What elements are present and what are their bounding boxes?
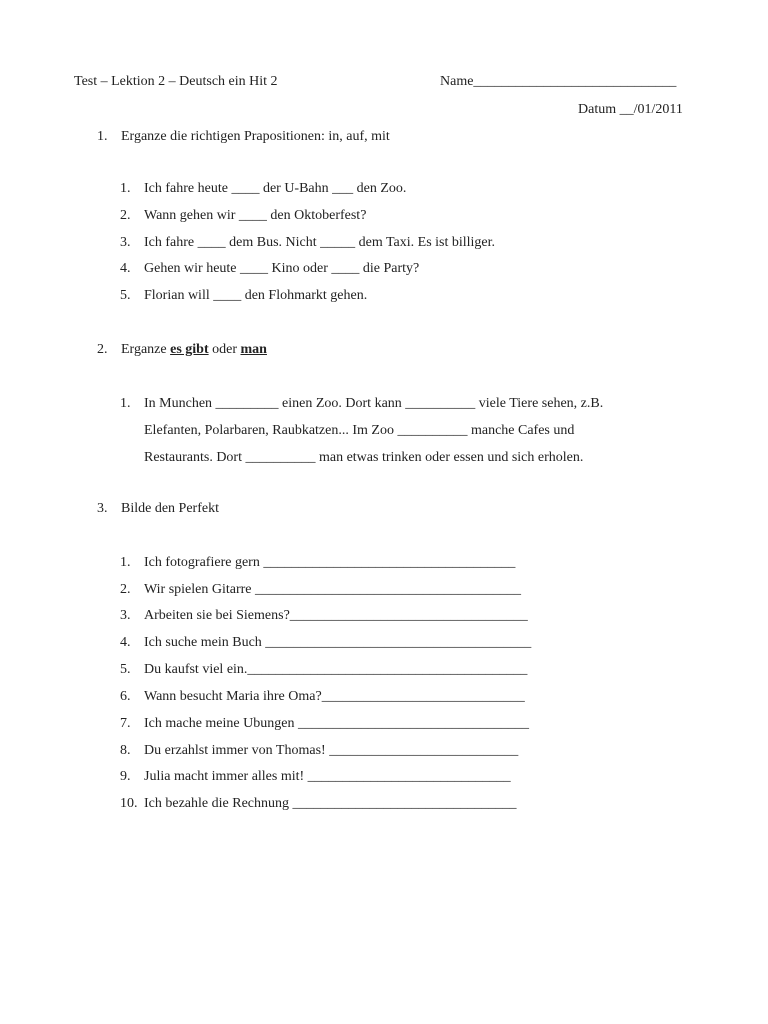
item-number: 4. xyxy=(120,635,131,650)
list-item xyxy=(120,181,406,197)
section-heading-text: Bilde den Perfekt xyxy=(121,501,219,516)
item-text: Wann besucht Maria ihre Oma?_____________________________ xyxy=(144,689,525,704)
paragraph-line: Restaurants. Dort __________ man etwas trinken oder essen und sich erholen. xyxy=(144,450,584,465)
section-2-heading xyxy=(97,342,267,358)
list-item xyxy=(120,261,419,277)
item-number: 6. xyxy=(120,689,131,704)
item-text: Julia macht immer alles mit! _____________________________ xyxy=(144,769,511,784)
paragraph-line: Elefanten, Polarbaren, Raubkatzen... Im Zoo __________ manche Cafes und xyxy=(144,423,575,438)
item-number: 2. xyxy=(120,582,131,597)
item-number: 7. xyxy=(120,716,131,731)
item-text: Florian will ____ den Flohmarkt gehen. xyxy=(144,288,368,303)
list-item xyxy=(120,208,366,224)
list-item xyxy=(120,743,518,759)
item-number: 4. xyxy=(120,261,131,276)
list-item xyxy=(120,662,527,678)
date-field-label: Datum __/01/2011 xyxy=(578,102,683,117)
list-item xyxy=(120,769,511,785)
paragraph-line xyxy=(120,396,603,412)
list-item xyxy=(120,235,495,251)
item-text: Arbeiten sie bei Siemens?__________________________________ xyxy=(144,608,528,623)
item-text: Gehen wir heute ____ Kino oder ____ die Party? xyxy=(144,261,420,276)
item-number: 3. xyxy=(120,235,131,250)
list-item xyxy=(120,555,515,571)
item-text: Ich suche mein Buch ______________________________________ xyxy=(144,635,532,650)
list-item xyxy=(120,582,521,598)
item-text: Ich fahre ____ dem Bus. Nicht _____ dem Taxi. Es ist billiger. xyxy=(144,235,496,250)
item-number: 2. xyxy=(120,208,131,223)
item-number: 5. xyxy=(120,288,131,303)
item-text: Wann gehen wir ____ den Oktoberfest? xyxy=(144,208,367,223)
item-number: 1. xyxy=(120,396,131,411)
keyword-es-gibt: es gibt xyxy=(170,342,209,357)
item-number: 9. xyxy=(120,769,131,784)
item-text: Ich mache meine Ubungen _________________________________ xyxy=(144,716,529,731)
section-number: 2. xyxy=(97,342,108,357)
item-number: 3. xyxy=(120,608,131,623)
line-text: In Munchen _________ einen Zoo. Dort kann __________ viele Tiere sehen, z.B. xyxy=(144,396,604,411)
test-title: Test – Lektion 2 – Deutsch ein Hit 2 xyxy=(74,74,278,89)
item-text: Ich fahre heute ____ der U-Bahn ___ den Zoo. xyxy=(144,181,407,196)
list-item xyxy=(120,608,528,624)
section-1-heading xyxy=(97,129,390,145)
name-field-label: Name_____________________________ xyxy=(440,74,677,89)
item-number: 1. xyxy=(120,555,131,570)
item-number: 8. xyxy=(120,743,131,758)
item-text: Ich fotografiere gern ____________________________________ xyxy=(144,555,516,570)
keyword-man: man xyxy=(240,342,267,357)
list-item xyxy=(120,796,517,812)
item-text: Du kaufst viel ein.________________________________________ xyxy=(144,662,528,677)
section-number: 1. xyxy=(97,129,108,144)
list-item xyxy=(120,635,531,651)
item-text: Du erzahlst immer von Thomas! ___________________________ xyxy=(144,743,519,758)
section-3-heading xyxy=(97,501,219,517)
item-text: Wir spielen Gitarre ______________________________________ xyxy=(144,582,522,597)
item-number: 1. xyxy=(120,181,131,196)
section-heading-connector: oder xyxy=(208,342,241,357)
list-item xyxy=(120,288,367,304)
item-number: 10. xyxy=(120,796,138,811)
item-number: 5. xyxy=(120,662,131,677)
list-item xyxy=(120,689,525,705)
section-heading-text: Erganze die richtigen Prapositionen: in, auf, mit xyxy=(121,129,390,144)
item-text: Ich bezahle die Rechnung ________________________________ xyxy=(144,796,517,811)
section-heading-text: Erganze xyxy=(121,342,171,357)
section-number: 3. xyxy=(97,501,108,516)
list-item xyxy=(120,716,529,732)
